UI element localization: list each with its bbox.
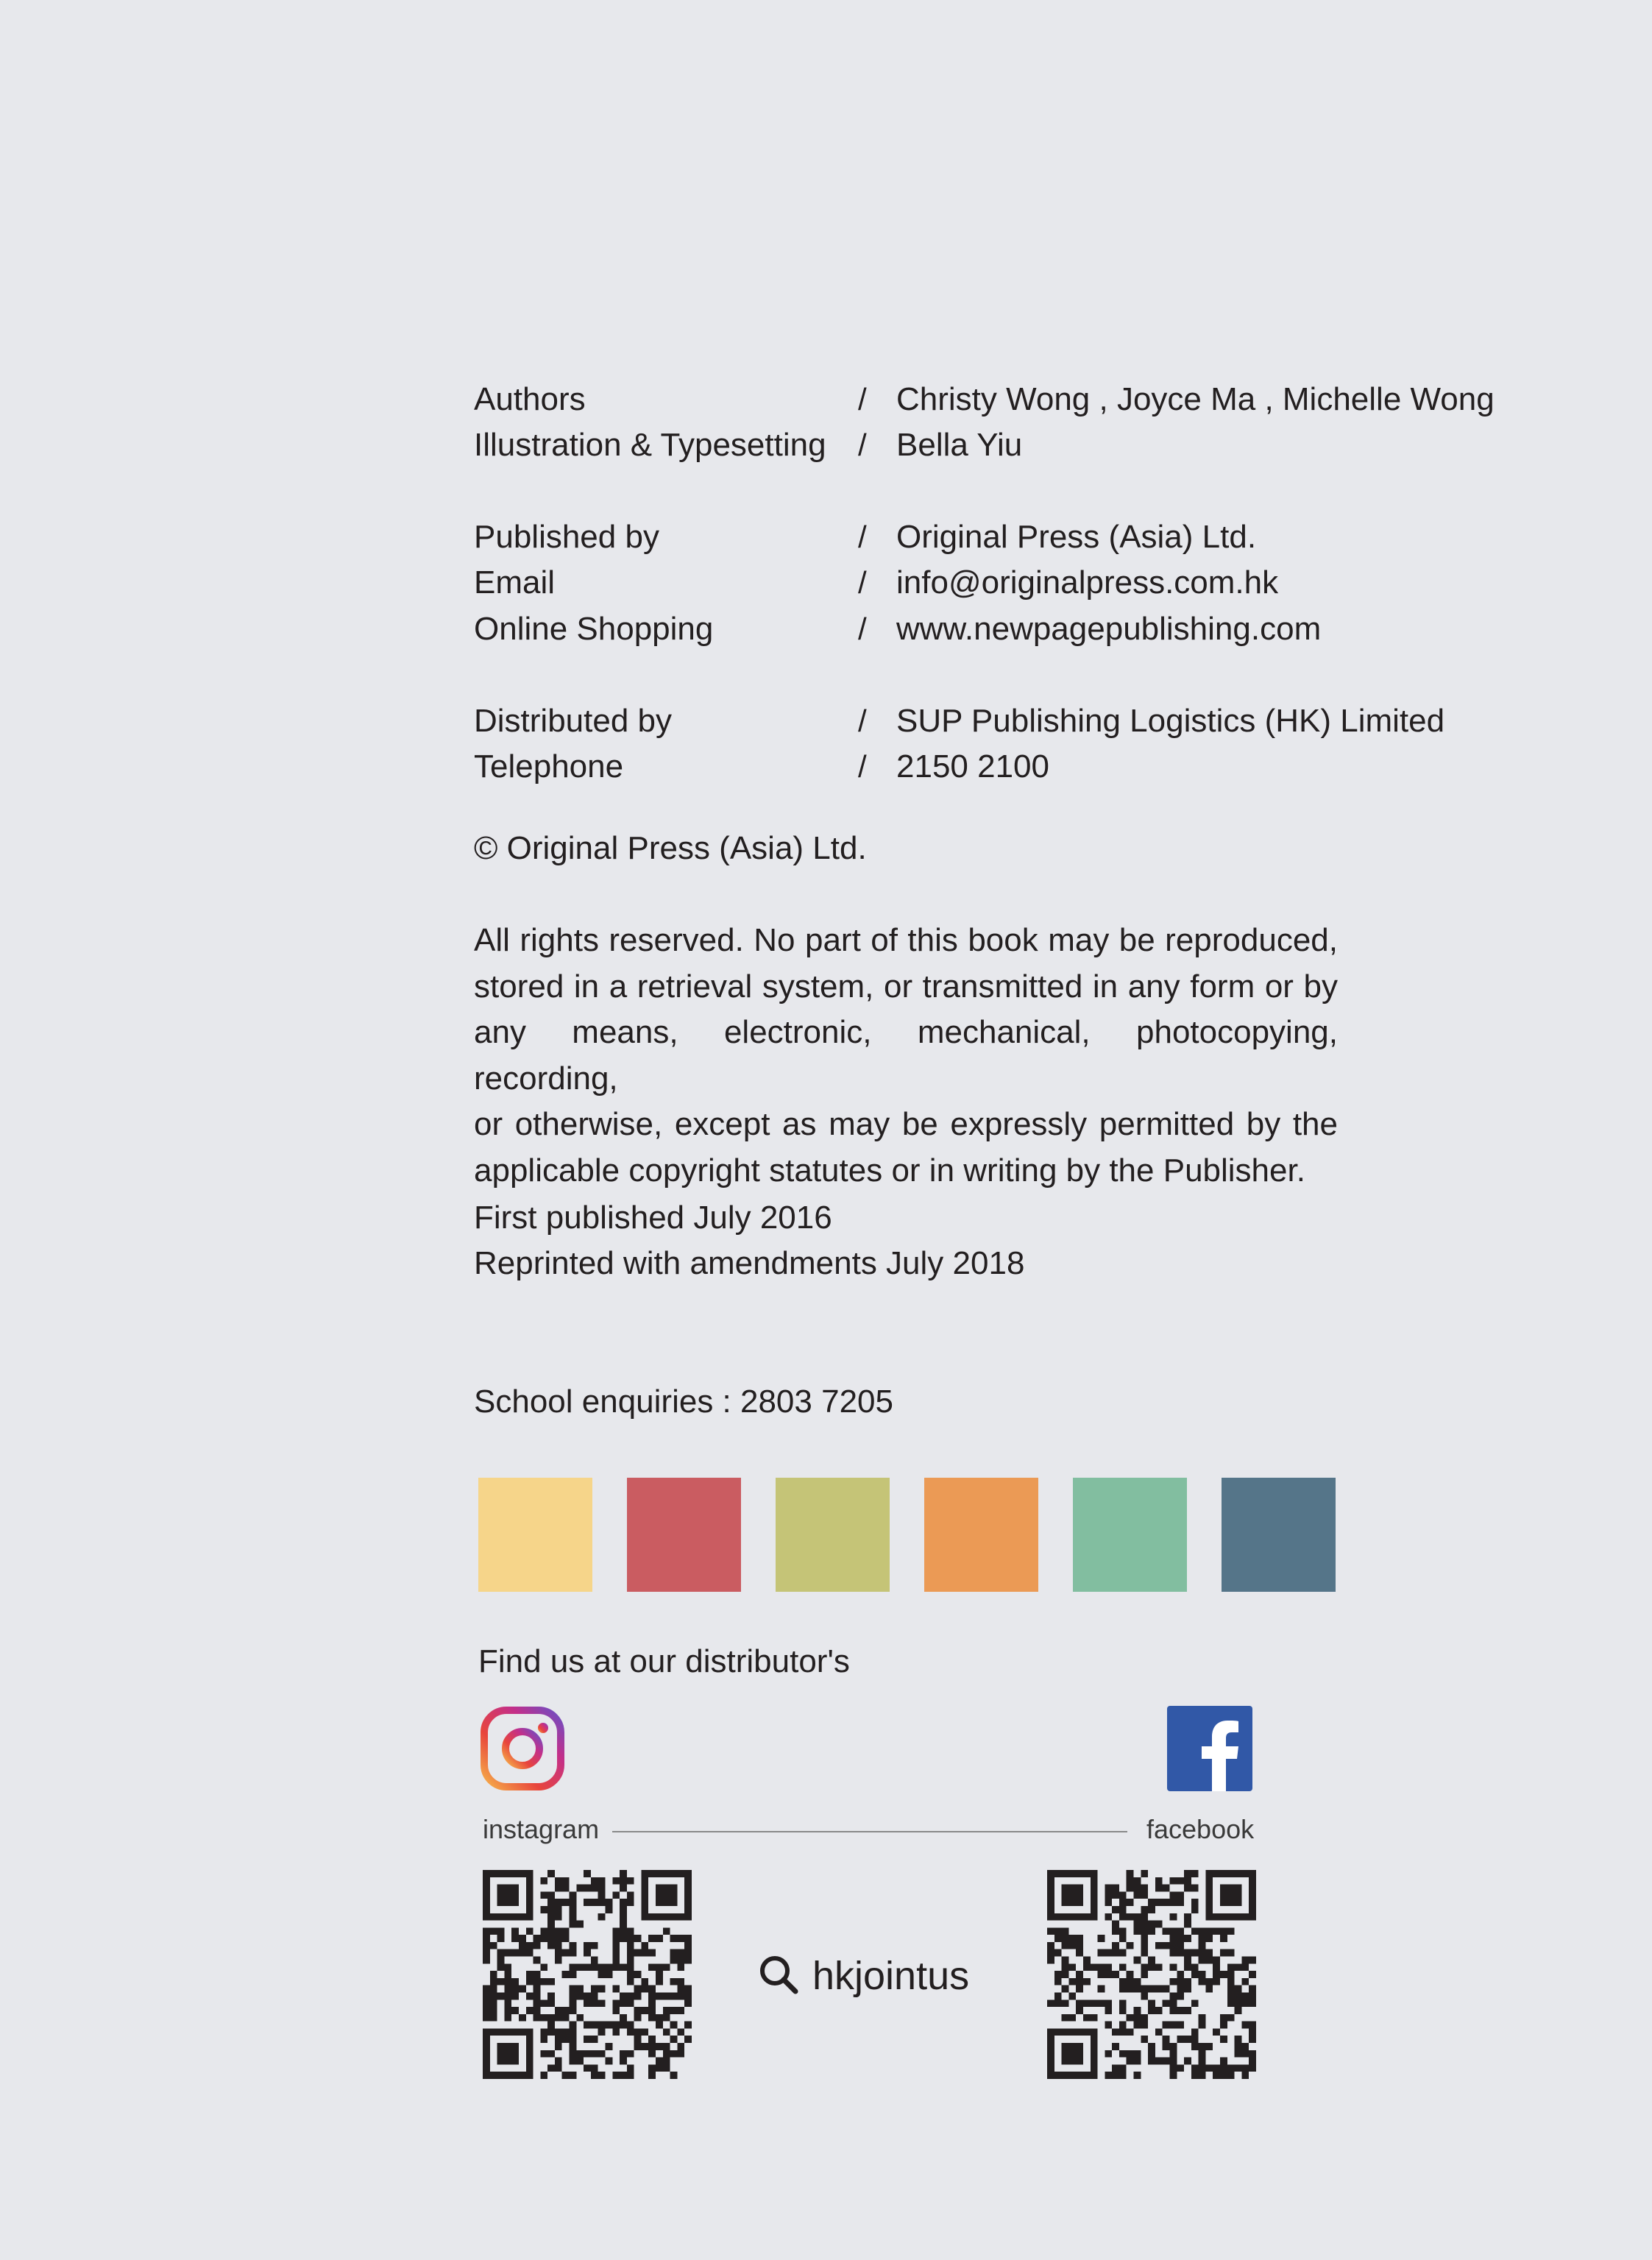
credit-separator: /	[858, 565, 867, 600]
credit-label: Illustration & Typesetting	[474, 427, 826, 463]
credit-label: Published by	[474, 519, 659, 555]
instagram-qr-code[interactable]	[483, 1870, 692, 2079]
telephone-number: 2150 2100	[896, 748, 1049, 784]
credit-value: Christy Wong , Joyce Ma , Michelle Wong	[896, 381, 1495, 417]
credit-value: SUP Publishing Logistics (HK) Limited	[896, 703, 1445, 739]
credit-separator: /	[858, 428, 867, 462]
facebook-qr-code[interactable]	[1047, 1870, 1256, 2079]
rights-line: or otherwise, except as may be expressly permitted by the	[474, 1106, 1338, 1142]
credit-separator: /	[858, 704, 867, 738]
credit-label: Email	[474, 564, 556, 601]
divider-line	[612, 1831, 1127, 1832]
instagram-icon[interactable]	[480, 1706, 565, 1791]
rights-line: All rights reserved. No part of this book may be reproduced,	[474, 922, 1338, 958]
credit-separator: /	[858, 520, 867, 554]
copyright-notice: © Original Press (Asia) Ltd.	[474, 830, 867, 866]
search-handle	[758, 1950, 969, 2002]
school-enquiries: School enquiries : 2803 7205	[474, 1384, 893, 1420]
credit-label: Telephone	[474, 748, 624, 784]
credit-separator: /	[858, 749, 867, 784]
credit-label: Online Shopping	[474, 611, 714, 647]
search-icon	[758, 1954, 799, 1999]
social-handle: hkjointus	[812, 1954, 970, 1998]
social-heading: Find us at our distributor's	[478, 1643, 850, 1679]
credit-separator: /	[858, 612, 867, 646]
reprint-note: Reprinted with amendments July 2018	[474, 1245, 1025, 1281]
credit-value: Bella Yiu	[896, 427, 1023, 463]
instagram-label: instagram	[483, 1814, 600, 1844]
email-link[interactable]: info@originalpress.com.hk	[896, 564, 1279, 601]
color-swatch-olive	[776, 1478, 890, 1592]
website-link[interactable]: www.newpagepublishing.com	[896, 611, 1322, 647]
rights-line: applicable copyright statutes or in writing by the Publisher.	[474, 1152, 1305, 1189]
rights-line: stored in a retrieval system, or transmitted in any form or by	[474, 968, 1338, 1005]
credit-separator: /	[858, 382, 867, 417]
rights-paragraph	[474, 918, 1338, 1194]
color-swatch-slate	[1222, 1478, 1336, 1592]
color-swatch-green	[1073, 1478, 1187, 1592]
color-swatch-red	[627, 1478, 741, 1592]
credit-value: Original Press (Asia) Ltd.	[896, 519, 1257, 555]
rights-line: any means, electronic, mechanical, photocopying, recording,	[474, 1014, 1338, 1097]
first-published: First published July 2016	[474, 1200, 832, 1236]
color-swatch-yellow	[478, 1478, 592, 1592]
color-swatch-orange	[924, 1478, 1038, 1592]
facebook-icon[interactable]	[1167, 1706, 1252, 1791]
credit-label: Authors	[474, 381, 586, 417]
credit-label: Distributed by	[474, 703, 673, 739]
facebook-label: facebook	[1146, 1814, 1255, 1844]
